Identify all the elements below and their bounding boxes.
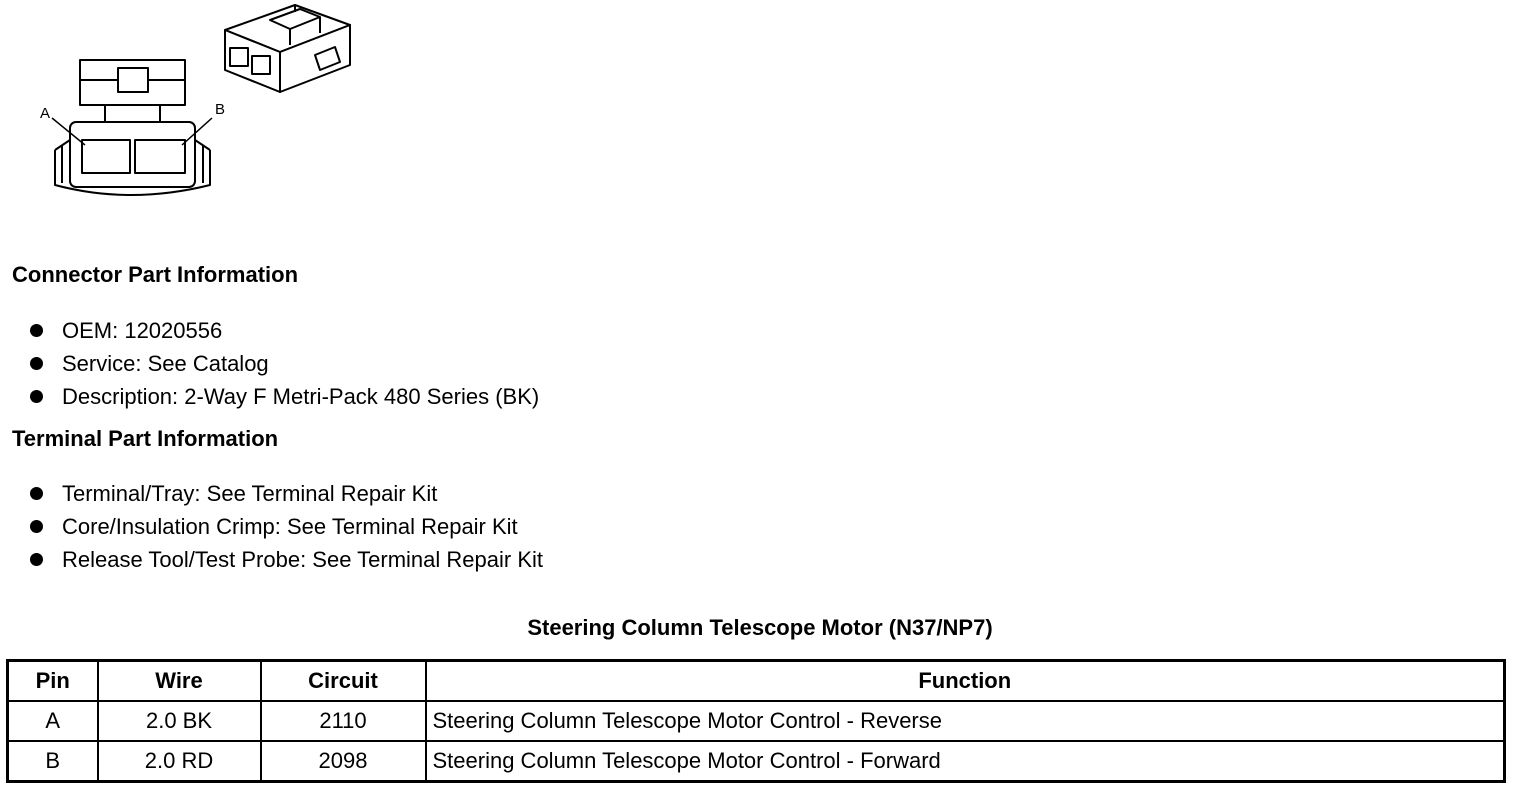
cell-function: Steering Column Telescope Motor Control - Reverse — [426, 701, 1505, 741]
list-item: Core/Insulation Crimp: See Terminal Repair Kit — [30, 514, 543, 547]
pin-table — [6, 659, 1506, 783]
cell-circuit: 2098 — [261, 741, 426, 782]
pin-table-title: Steering Column Telescope Motor (N37/NP7) — [527, 615, 993, 640]
table-row — [8, 701, 1505, 741]
connector-isometric-view — [225, 5, 350, 92]
header-function: Function — [426, 661, 1505, 702]
terminal-part-info-heading: Terminal Part Information — [12, 426, 279, 451]
list-item: Description: 2-Way F Metri-Pack 480 Series (BK) — [30, 384, 539, 417]
cell-wire: 2.0 RD — [98, 741, 261, 782]
cell-function: Steering Column Telescope Motor Control - Forward — [426, 741, 1505, 782]
table-row — [8, 741, 1505, 782]
list-item: Service: See Catalog — [30, 351, 539, 384]
connector-part-info-list — [30, 318, 539, 417]
table-header-row — [8, 661, 1505, 702]
connector-part-info-heading: Connector Part Information — [12, 262, 299, 287]
pin-a-label: A — [40, 105, 51, 122]
pin-b-label: B — [215, 101, 226, 118]
cell-pin: A — [8, 701, 98, 741]
cell-pin: B — [8, 741, 98, 782]
list-item: Terminal/Tray: See Terminal Repair Kit — [30, 481, 543, 514]
header-circuit: Circuit — [261, 661, 426, 702]
cavity-a — [82, 140, 130, 173]
header-wire: Wire — [98, 661, 261, 702]
list-item: Release Tool/Test Probe: See Terminal Repair Kit — [30, 547, 543, 580]
cell-circuit: 2110 — [261, 701, 426, 741]
connector-front-view — [52, 60, 212, 195]
terminal-part-info-list — [30, 481, 543, 580]
list-item: OEM: 12020556 — [30, 318, 539, 351]
cavity-b — [135, 140, 185, 173]
header-pin: Pin — [8, 661, 98, 702]
cell-wire: 2.0 BK — [98, 701, 261, 741]
connector-illustration — [30, 0, 370, 215]
